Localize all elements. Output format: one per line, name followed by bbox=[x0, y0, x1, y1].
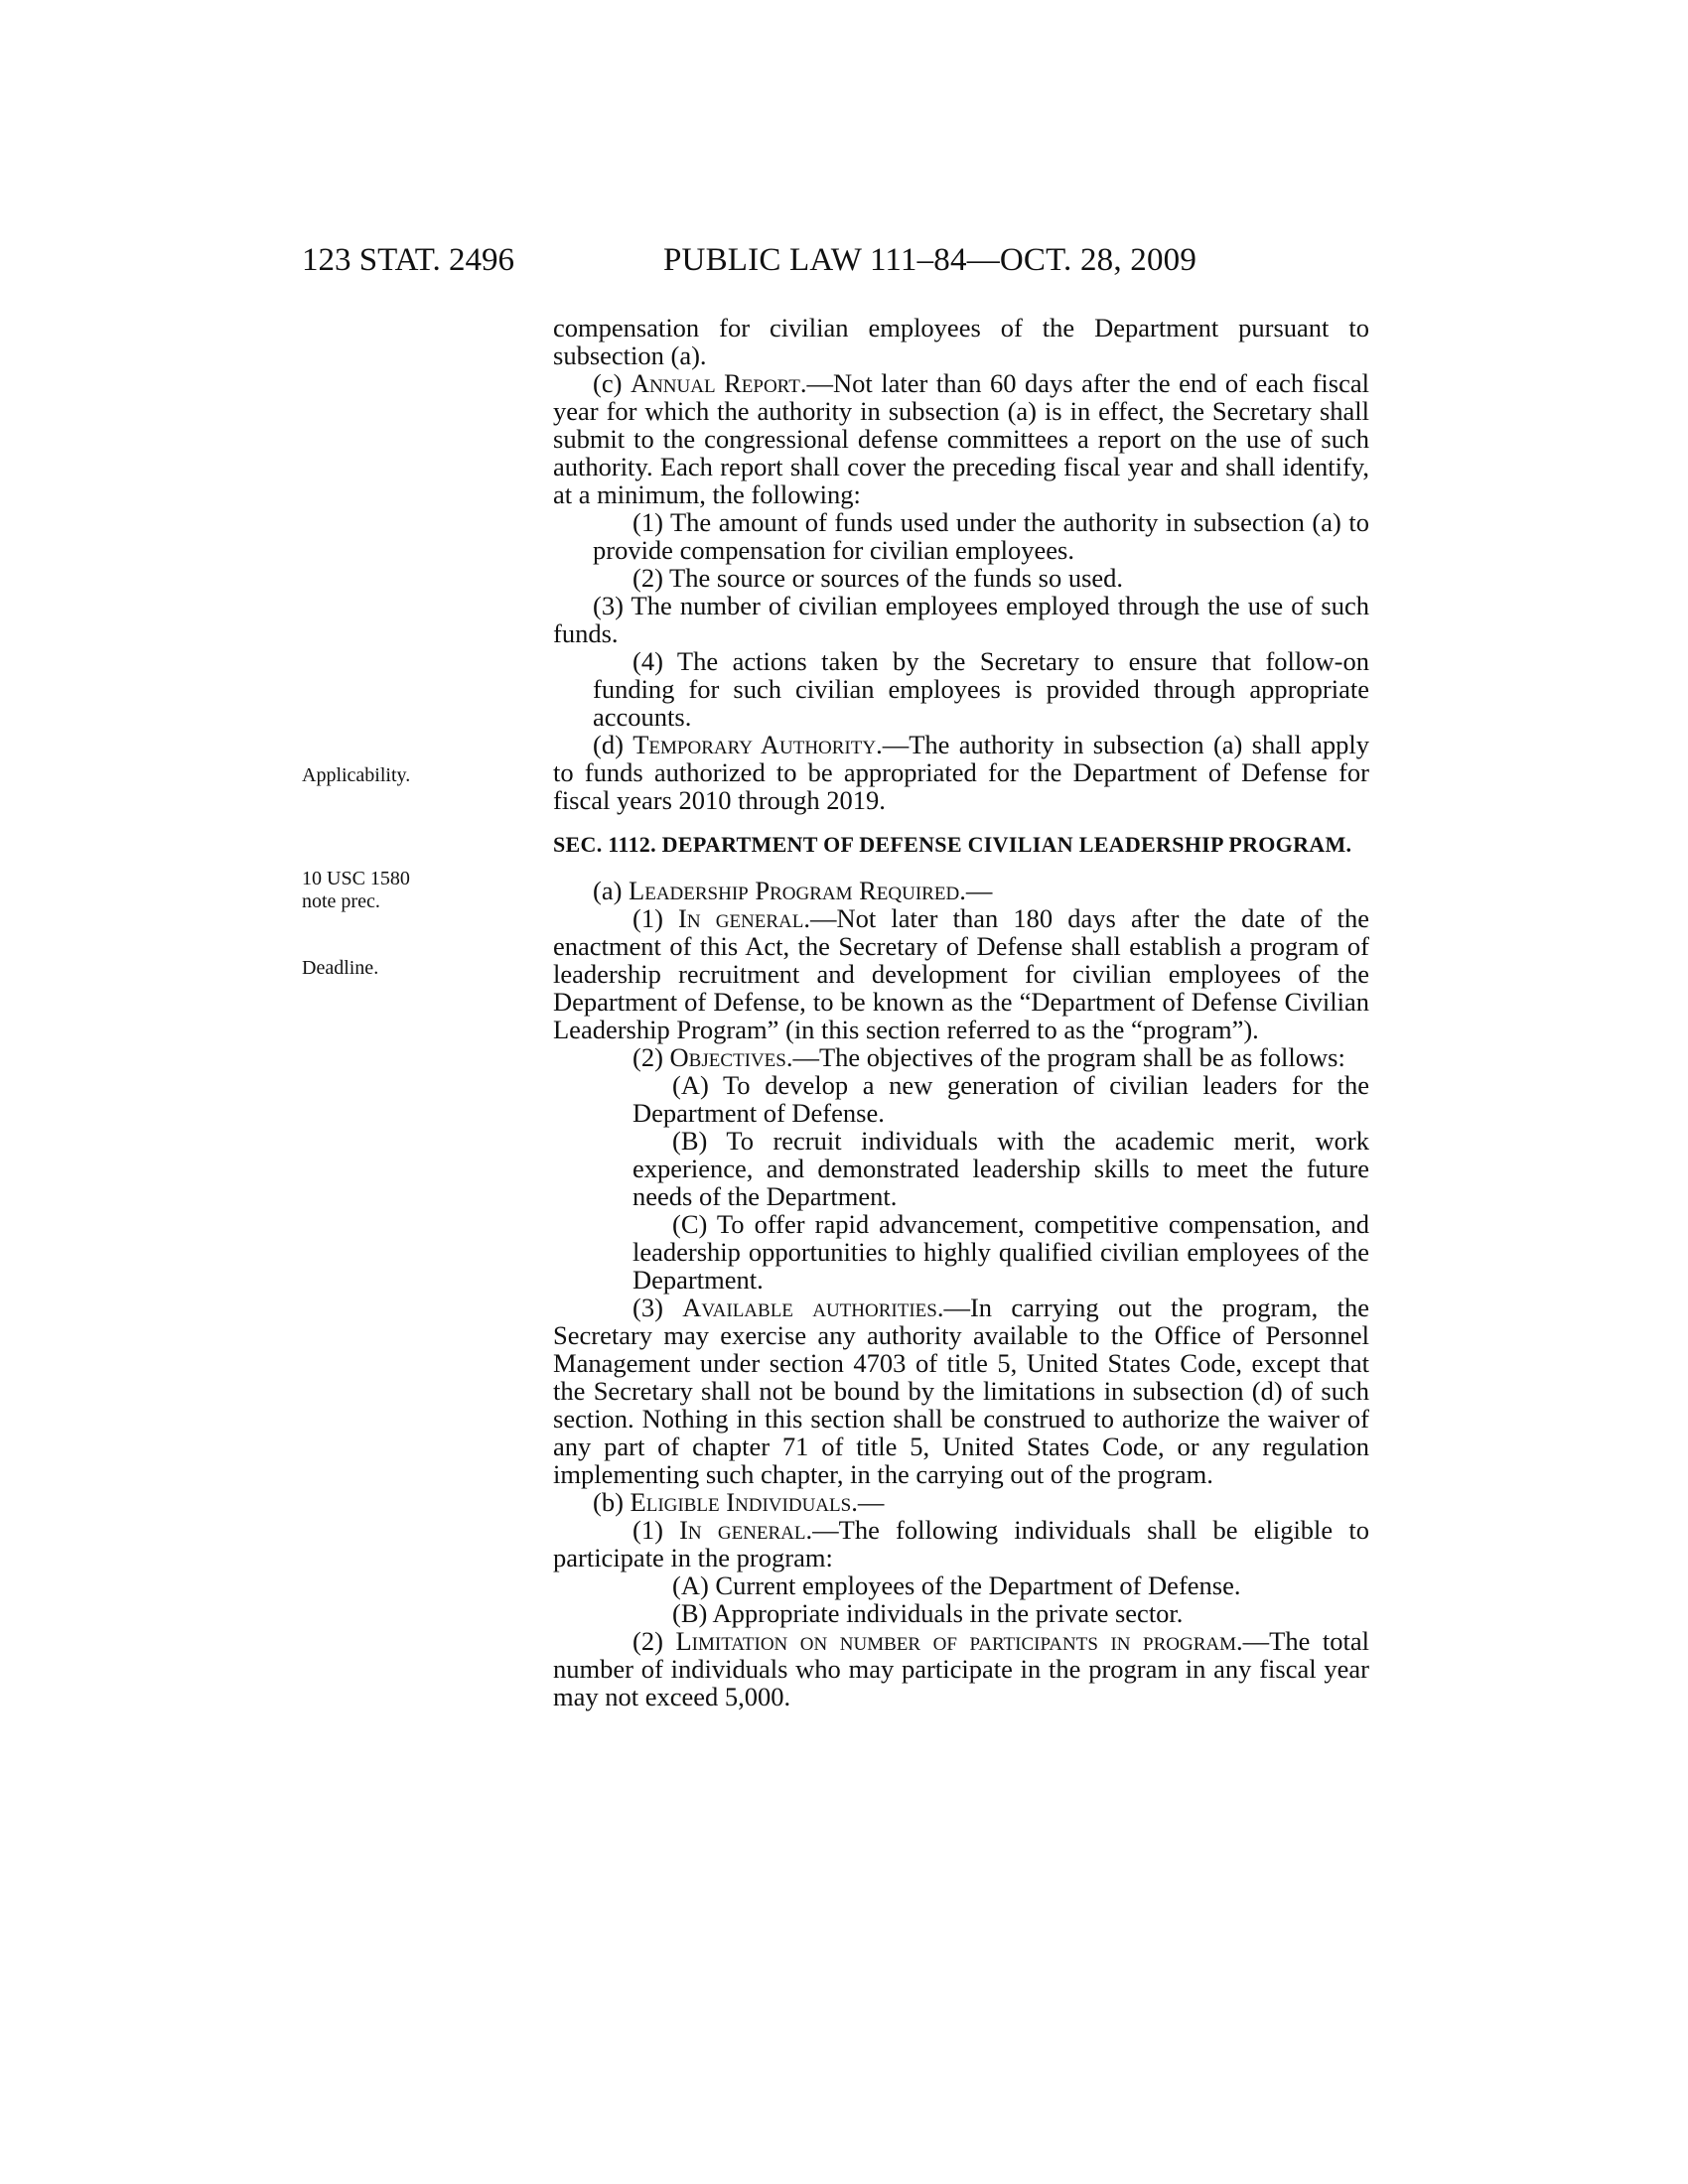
paragraph-c3: (3) The number of civilian employees employed through the use of such funds. bbox=[553, 591, 1369, 648]
subsection-d bbox=[553, 731, 1369, 814]
paragraph-c2: (2) The source or sources of the funds so used. bbox=[633, 563, 1124, 593]
header-title: PUBLIC LAW 111–84—OCT. 28, 2009 bbox=[663, 242, 1197, 278]
subsection-d-label: (d) bbox=[593, 730, 633, 759]
paragraph-c1: (1) The amount of funds used under the authority in subsection (a) to provide compensation for civilian employees. bbox=[593, 507, 1369, 565]
subsection-b-text: .— bbox=[851, 1487, 885, 1517]
paragraph-a1 bbox=[553, 904, 1369, 1043]
subsection-c bbox=[553, 369, 1369, 508]
paragraph-a3-heading: Available authorities bbox=[682, 1293, 937, 1322]
subsection-b bbox=[553, 1488, 1369, 1516]
subparagraph-a2B: (B) To recruit individuals with the academic merit, work experience, and demonstrated leadership skills to meet the future needs of the Department. bbox=[633, 1126, 1369, 1211]
subsection-a-label: (a) bbox=[593, 876, 630, 905]
page-header bbox=[0, 242, 1688, 282]
margin-note-deadline: Deadline. bbox=[302, 957, 379, 979]
margin-note-applicability: Applicability. bbox=[302, 764, 411, 786]
paragraph-a2-text: .—The objectives of the program shall be as follows: bbox=[785, 1042, 1345, 1072]
paragraph-a3-label: (3) bbox=[633, 1293, 683, 1322]
paragraph-a1-heading: In general bbox=[678, 903, 804, 933]
paragraph-a2-label: (2) bbox=[633, 1042, 670, 1072]
subsection-b-heading: Eligible Individuals bbox=[630, 1487, 852, 1517]
paragraph-intro: compensation for civilian employees of the Department pursuant to subsection (a). bbox=[553, 313, 1369, 370]
margin-note-usc-line2: note prec. bbox=[302, 890, 380, 912]
paragraph-b2-text: .—The total number of individuals who may participate in the program in any fiscal year may not exceed 5,000. bbox=[553, 1626, 1369, 1711]
subsection-a-text: .— bbox=[959, 876, 993, 905]
paragraph-c4: (4) The actions taken by the Secretary to ensure that follow-on funding for such civilian employees is provided through appropriate accounts. bbox=[593, 646, 1369, 732]
paragraph-b2-heading: Limitation on number of participants in program bbox=[675, 1626, 1237, 1656]
paragraph-b1-text: .—The following individuals shall be eligible to participate in the program: bbox=[553, 1515, 1369, 1572]
paragraph-b2 bbox=[553, 1627, 1369, 1710]
margin-note-usc-line1: 10 USC 1580 bbox=[302, 868, 410, 889]
subsection-c-heading: Annual Report bbox=[630, 368, 800, 398]
subsection-d-text: .—The authority in subsection (a) shall apply to funds authorized to be appropriated for the Department of Defense for fiscal years 2010 through 2019. bbox=[553, 730, 1369, 815]
subparagraph-a2C: (C) To offer rapid advancement, competitive compensation, and leadership opportunities to highly qualified civilian employees of the Department. bbox=[633, 1209, 1369, 1295]
document-body bbox=[553, 314, 1369, 1710]
subsection-d-heading: Temporary Authority bbox=[633, 730, 877, 759]
paragraph-a1-text: .—Not later than 180 days after the date of the enactment of this Act, the Secretary of Defense shall establish a program of leadership recruitment and development for civilian employees of the Department of Defense, to be known as the “Department of Defense Civilian Leadership Program” (in this section referred to as the “program”). bbox=[553, 903, 1369, 1044]
subparagraph-a2A: (A) To develop a new generation of civilian leaders for the Department of Defense. bbox=[633, 1070, 1369, 1128]
subparagraph-b1B: (B) Appropriate individuals in the private sector. bbox=[672, 1598, 1184, 1628]
subsection-c-label: (c) bbox=[593, 368, 631, 398]
paragraph-a3 bbox=[553, 1294, 1369, 1488]
stat-page-number: 123 STAT. 2496 bbox=[302, 242, 515, 278]
subsection-c-text: .—Not later than 60 days after the end of each fiscal year for which the authority in subsection (a) is in effect, the Secretary shall submit to the congressional defense committees a report on the use of such authority. Each report shall cover the preceding fiscal year and shall identify, at a minimum, the following: bbox=[553, 368, 1369, 509]
paragraph-b1 bbox=[553, 1516, 1369, 1571]
paragraph-b1-heading: In general bbox=[679, 1515, 806, 1545]
subsection-b-label: (b) bbox=[593, 1487, 631, 1517]
margin-note-usc bbox=[302, 868, 451, 913]
subsection-a-heading: Leadership Program Required bbox=[629, 876, 960, 905]
paragraph-a2 bbox=[553, 1043, 1369, 1071]
paragraph-a2-heading: Objectives bbox=[669, 1042, 786, 1072]
paragraph-a3-text: .—In carrying out the program, the Secretary may exercise any authority available to the Office of Personnel Management under section 4703 of title 5, United States Code, except that the Secretary shall not be bound by the limitations in subsection (d) of such section. Nothing in this section shall be construed to authorize the waiver of any part of chapter 71 of title 5, United States Code, or any regulation implementing such chapter, in the carrying out of the program. bbox=[553, 1293, 1369, 1489]
section-heading: SEC. 1112. DEPARTMENT OF DEFENSE CIVILIAN LEADERSHIP PROGRAM. bbox=[553, 832, 1352, 857]
paragraph-b1-label: (1) bbox=[633, 1515, 680, 1545]
paragraph-b2-label: (2) bbox=[633, 1626, 676, 1656]
paragraph-a1-label: (1) bbox=[633, 903, 679, 933]
subparagraph-b1A: (A) Current employees of the Department of Defense. bbox=[672, 1570, 1241, 1600]
subsection-a bbox=[553, 877, 1369, 904]
